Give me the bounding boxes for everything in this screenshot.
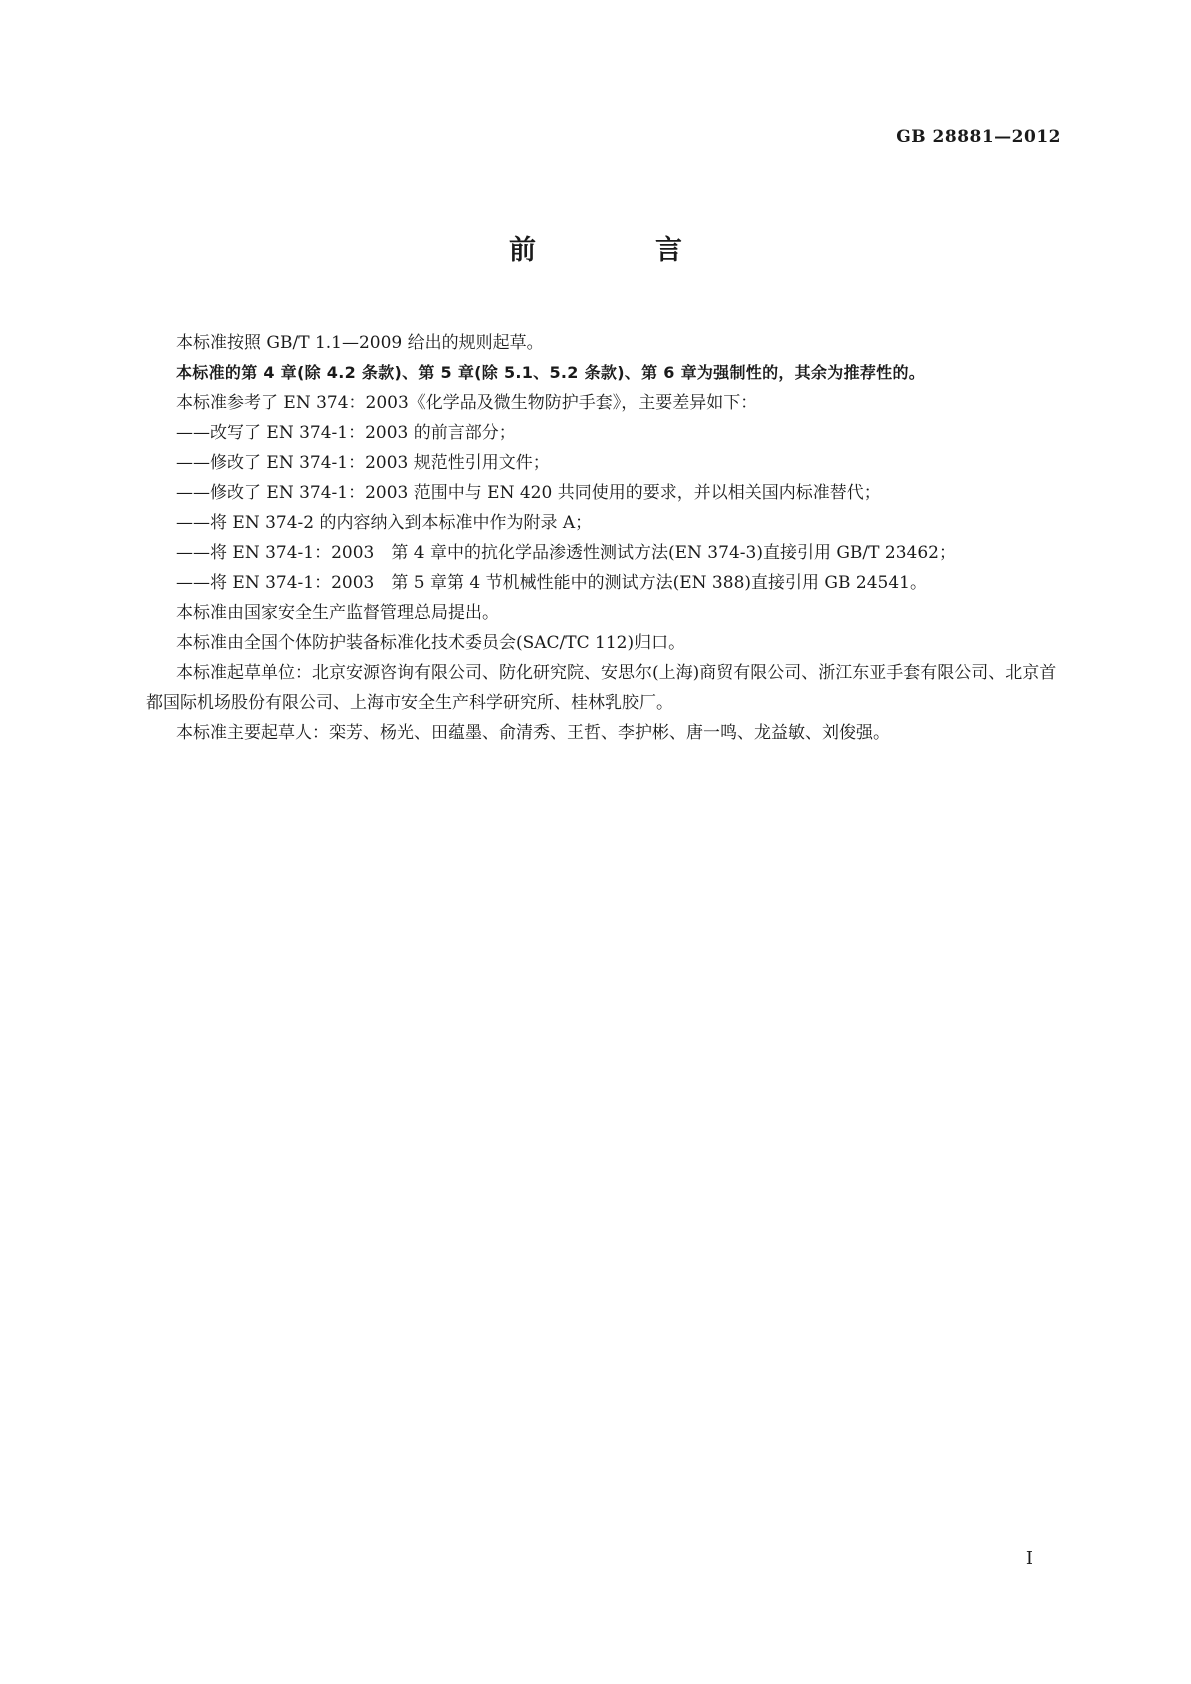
paragraph-mandatory-clauses: 本标准的第 4 章(除 4.2 条款)、第 5 章(除 5.1、5.2 条款)、第 6 章为强制性的，其余为推荐性的。	[176, 363, 926, 382]
paragraph-drafting-rules: 本标准按照 GB/T 1.1—2009 给出的规则起草。	[176, 333, 544, 353]
page-number: I	[1025, 1548, 1033, 1569]
list-item-difference: ——将 EN 374-2 的内容纳入到本标准中作为附录 A；	[176, 513, 593, 533]
list-item-difference: ——修改了 EN 374-1：2003 规范性引用文件；	[176, 453, 550, 473]
paragraph-drafting-units: 本标准起草单位：北京安源咨询有限公司、防化研究院、安思尔(上海)商贸有限公司、浙江东亚手套有限公司、北京首都国际机场股份有限公司、上海市安全生产科学研究所、桂林乳胶厂。	[146, 663, 1057, 713]
paragraph-drafters: 本标准主要起草人：栾芳、杨光、田蕴墨、俞清秀、王哲、李护彬、唐一鸣、龙益敏、刘俊强。	[176, 723, 890, 743]
page-title: 前 言	[509, 235, 728, 266]
foreword-body	[146, 328, 1066, 748]
paragraph-proposer: 本标准由国家安全生产监督管理总局提出。	[176, 603, 499, 623]
paragraph-reference: 本标准参考了 EN 374：2003《化学品及微生物防护手套》，主要差异如下：	[176, 393, 758, 413]
paragraph-committee: 本标准由全国个体防护装备标准化技术委员会(SAC/TC 112)归口。	[176, 633, 686, 653]
list-item-difference: ——改写了 EN 374-1：2003 的前言部分；	[176, 423, 516, 443]
list-item-difference: ——将 EN 374-1：2003 第 4 章中的抗化学品渗透性测试方法(EN 374-3)直接引用 GB/T 23462；	[176, 543, 956, 563]
list-item-difference: ——修改了 EN 374-1：2003 范围中与 EN 420 共同使用的要求，并以相关国内标准替代；	[176, 483, 881, 503]
list-item-difference: ——将 EN 374-1：2003 第 5 章第 4 节机械性能中的测试方法(EN 388)直接引用 GB 24541。	[176, 573, 927, 593]
standard-number: GB 28881—2012	[896, 127, 1061, 147]
